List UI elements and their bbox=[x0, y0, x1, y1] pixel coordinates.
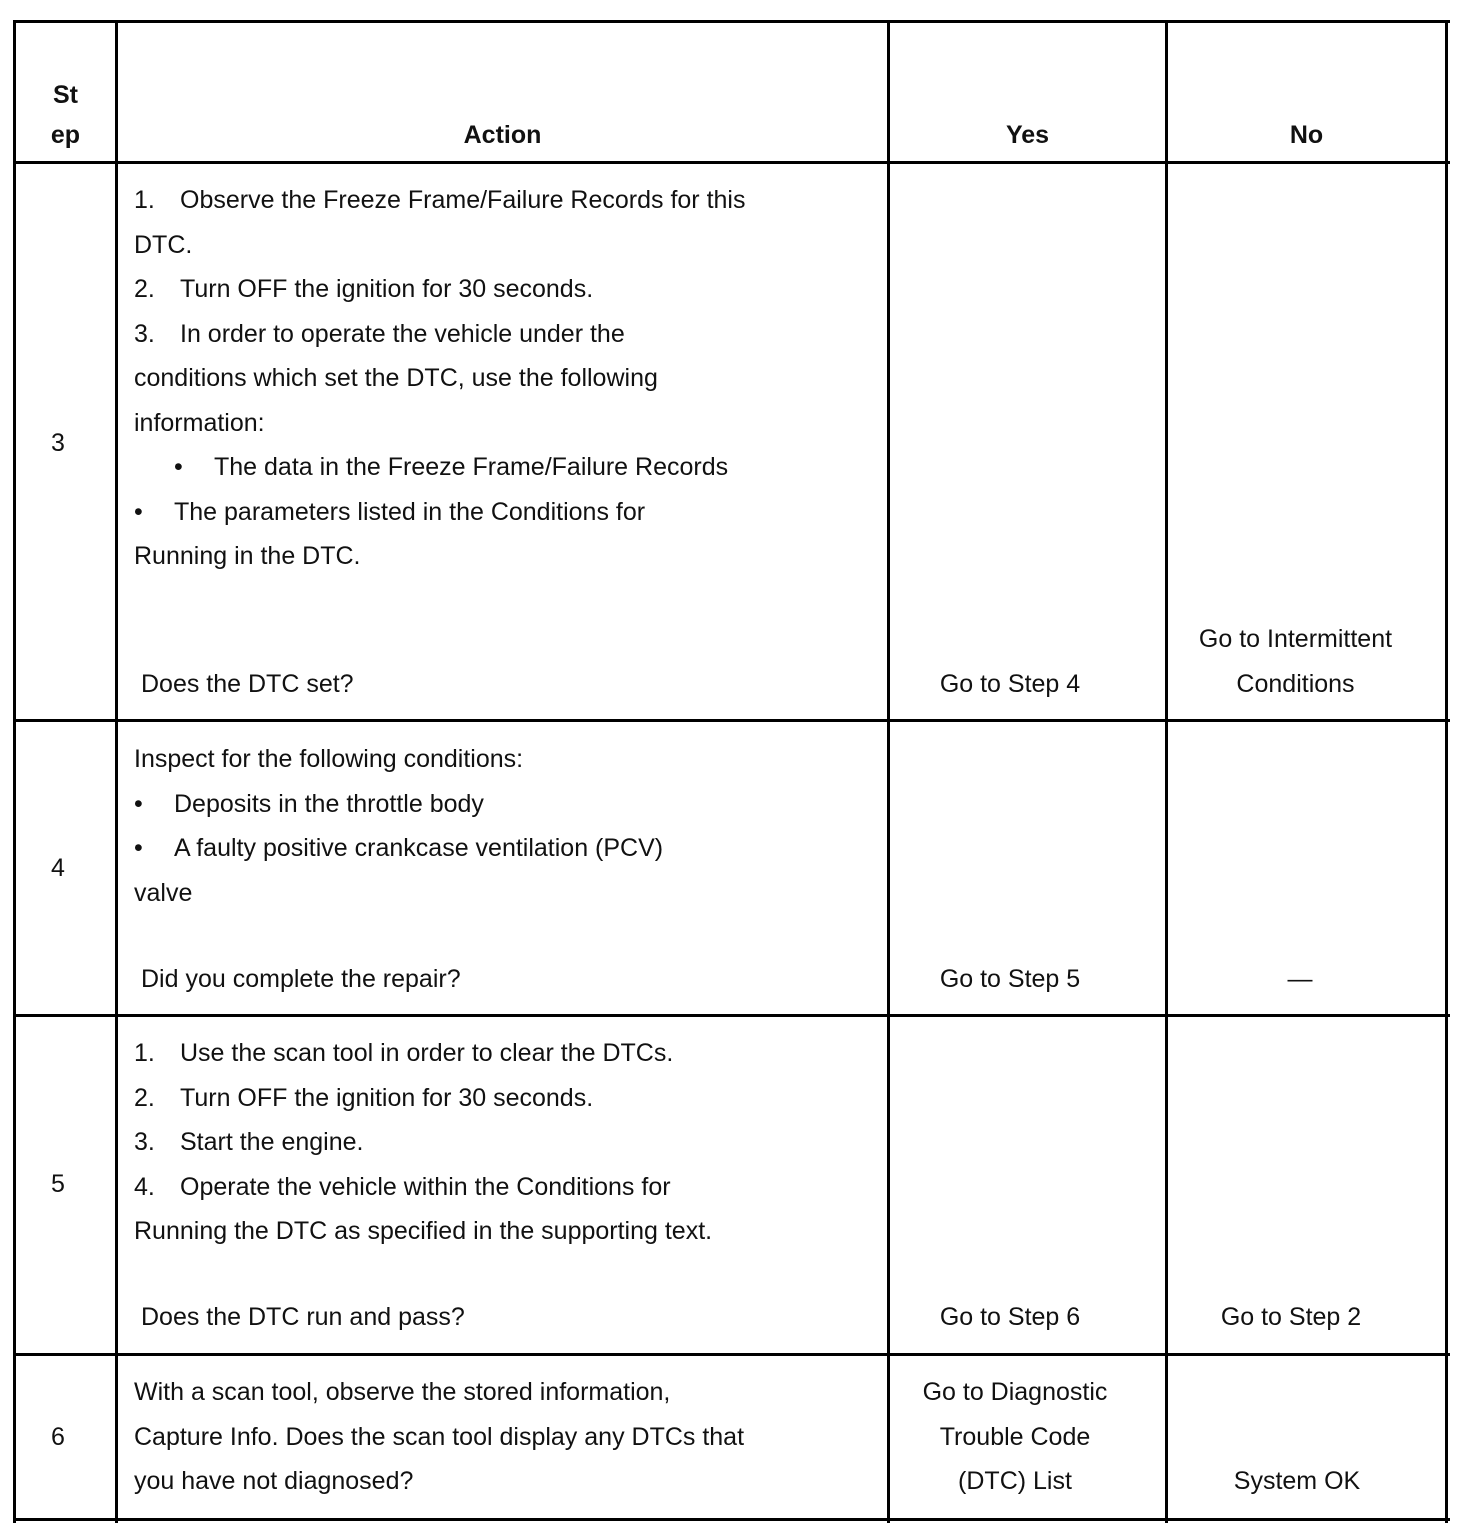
no-result-line: Go to Step 2 bbox=[1220, 1303, 1362, 1331]
action-line bbox=[134, 312, 745, 357]
action-line-text: The parameters listed in the Conditions for bbox=[174, 497, 646, 526]
header-no: No bbox=[1289, 121, 1324, 149]
header-action: Action bbox=[463, 121, 542, 149]
step-item-number: 2. bbox=[134, 275, 155, 303]
row-divider bbox=[13, 1353, 1450, 1356]
action-line: Capture Info. Does the scan tool display any DTCs that bbox=[134, 1422, 745, 1451]
action-line bbox=[134, 1120, 712, 1165]
action-line-text: Observe the Freeze Frame/Failure Records for this bbox=[180, 186, 746, 214]
action-line-text: Turn OFF the ignition for 30 seconds. bbox=[180, 275, 594, 303]
action-line bbox=[134, 267, 745, 312]
action-line-text: A faulty positive crankcase ventilation (PCV) bbox=[174, 834, 664, 862]
yes-result-line: Go to Diagnostic bbox=[922, 1378, 1108, 1406]
bullet-icon: • bbox=[174, 453, 183, 481]
yes-result bbox=[890, 1370, 1140, 1504]
action-line bbox=[134, 1076, 712, 1121]
step-item-number: 1. bbox=[134, 186, 155, 214]
action-line: information: bbox=[134, 408, 265, 437]
header-step bbox=[16, 75, 115, 155]
yes-result bbox=[890, 1295, 1130, 1340]
header-step-line: ep bbox=[50, 121, 81, 149]
action-line bbox=[134, 445, 745, 490]
no-result bbox=[1168, 957, 1432, 1002]
action-line: Running in the DTC. bbox=[134, 542, 361, 570]
yes-result-line: Go to Step 5 bbox=[939, 965, 1081, 993]
no-result bbox=[1168, 1459, 1426, 1504]
row-divider bbox=[13, 1014, 1450, 1017]
action-line bbox=[134, 826, 663, 871]
no-result bbox=[1168, 617, 1423, 706]
action-text bbox=[134, 178, 745, 579]
action-line: conditions which set the DTC, use the following bbox=[134, 364, 658, 392]
action-line bbox=[134, 490, 745, 535]
step-number: 4 bbox=[51, 854, 65, 882]
header-step-line: St bbox=[53, 81, 78, 109]
yes-result-line: (DTC) List bbox=[958, 1467, 1072, 1495]
row-divider bbox=[13, 719, 1450, 722]
no-result-line: System OK bbox=[1233, 1467, 1361, 1495]
yes-result-line: Trouble Code bbox=[939, 1422, 1091, 1451]
action-line: you have not diagnosed? bbox=[134, 1467, 414, 1495]
header-divider bbox=[13, 161, 1450, 164]
no-result-line: — bbox=[1287, 965, 1313, 993]
action-text bbox=[134, 1370, 744, 1504]
step-number: 3 bbox=[51, 429, 65, 457]
yes-result bbox=[890, 662, 1130, 707]
action-question: Does the DTC run and pass? bbox=[141, 1303, 465, 1331]
step-item-number: 2. bbox=[134, 1083, 155, 1112]
step-item-number: 3. bbox=[134, 319, 155, 348]
action-question: Does the DTC set? bbox=[141, 670, 354, 698]
yes-result-line: Go to Step 4 bbox=[939, 670, 1081, 698]
header-yes: Yes bbox=[1005, 121, 1050, 149]
action-line: valve bbox=[134, 878, 193, 907]
action-line: DTC. bbox=[134, 230, 193, 259]
action-line-text: Start the engine. bbox=[180, 1128, 364, 1156]
action-line bbox=[134, 178, 745, 223]
bullet-icon: • bbox=[134, 497, 143, 526]
column-divider bbox=[115, 20, 118, 1523]
action-question: Did you complete the repair? bbox=[141, 965, 461, 993]
no-result-line: Go to Intermittent bbox=[1198, 625, 1393, 653]
action-line: Inspect for the following conditions: bbox=[134, 745, 524, 773]
action-line-text: Deposits in the throttle body bbox=[174, 789, 484, 818]
action-line bbox=[134, 782, 663, 827]
action-line bbox=[134, 1031, 712, 1076]
yes-result bbox=[890, 957, 1130, 1002]
table-border-bottom bbox=[13, 1518, 1450, 1521]
column-divider bbox=[13, 20, 16, 1523]
bullet-icon: • bbox=[134, 789, 143, 818]
action-text bbox=[134, 737, 663, 915]
yes-result-line: Go to Step 6 bbox=[939, 1303, 1081, 1331]
column-divider bbox=[1445, 20, 1448, 1523]
step-item-number: 1. bbox=[134, 1039, 155, 1067]
action-line-text: In order to operate the vehicle under the bbox=[180, 319, 625, 348]
no-result bbox=[1168, 1295, 1414, 1340]
bullet-icon: • bbox=[134, 834, 143, 862]
action-text bbox=[134, 1031, 712, 1254]
action-line-text: The data in the Freeze Frame/Failure Records bbox=[214, 453, 729, 481]
action-line: Running the DTC as specified in the supporting text. bbox=[134, 1217, 713, 1245]
action-line-text: Operate the vehicle within the Conditions for bbox=[180, 1172, 671, 1201]
action-line-text: Turn OFF the ignition for 30 seconds. bbox=[180, 1083, 594, 1112]
action-line: With a scan tool, observe the stored information, bbox=[134, 1378, 671, 1406]
action-line-text: Use the scan tool in order to clear the DTCs. bbox=[180, 1039, 674, 1067]
step-number: 6 bbox=[51, 1423, 65, 1451]
step-number: 5 bbox=[51, 1170, 65, 1198]
step-item-number: 4. bbox=[134, 1172, 155, 1201]
table-border-top bbox=[13, 20, 1450, 23]
no-result-line: Conditions bbox=[1236, 669, 1355, 698]
action-line bbox=[134, 1165, 712, 1210]
step-item-number: 3. bbox=[134, 1128, 155, 1156]
